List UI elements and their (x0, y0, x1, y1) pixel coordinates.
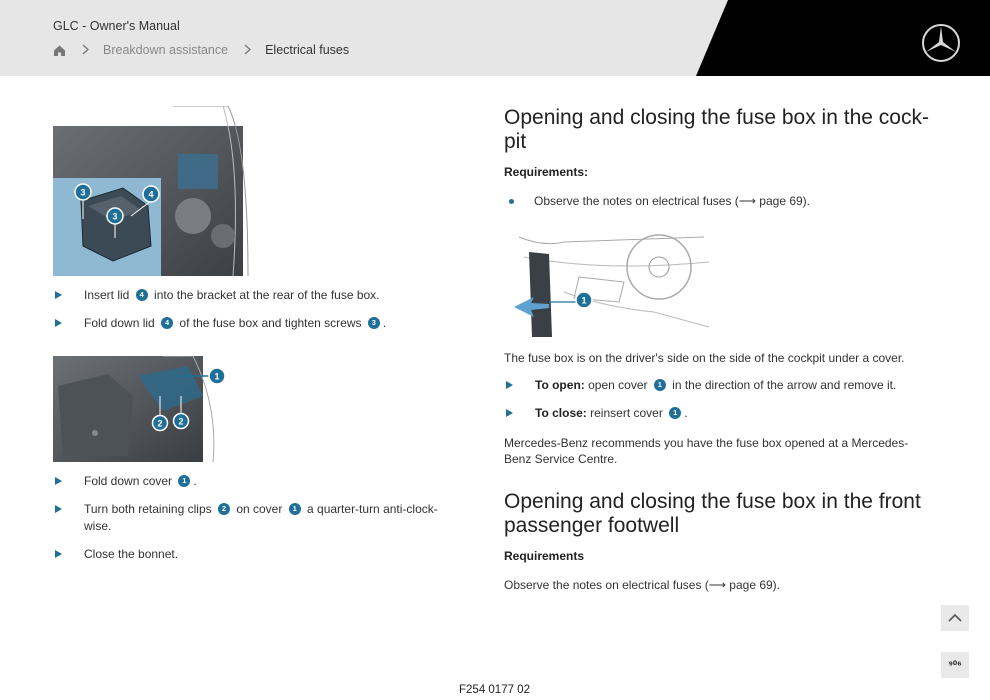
step-turn-retaining-clips: Turn both retaining clips 2 on cover 1 a quarter-turn anti-clock- wise. (84, 501, 444, 535)
bullet-icon (509, 199, 514, 204)
callout-3 (107, 208, 123, 224)
manual-title: GLC - Owner's Manual (53, 19, 180, 33)
requirements-label: Requirements: (504, 165, 589, 179)
callout-1: 1 (178, 475, 190, 487)
breadcrumb (53, 42, 349, 58)
service-recommendation-text: Mercedes-Benz recommends you have the fuse box opened at a Mercedes- Benz Service Centre. (504, 436, 909, 466)
requirement-bullet: Observe the notes on electrical fuses (⟶ page 69). (534, 193, 934, 209)
cockpit-fuse-box-illustration (504, 232, 714, 342)
figure-code: F254 0177 02 (459, 684, 530, 696)
engine-cover-illustration (53, 356, 233, 464)
requirement-note: Observe the notes on electrical fuses (⟶ page 69). (504, 578, 781, 592)
section-title-passenger-footwell: Opening and closing the fuse box in the front passenger footwell (504, 490, 921, 537)
step-fold-down-lid: Fold down lid 4 of the fuse box and tighten screws 3 . (84, 315, 444, 332)
chevron-right-icon (244, 43, 251, 58)
svg-text:3: 3 (112, 211, 118, 222)
step-arrow-icon (506, 409, 513, 417)
page-header (0, 0, 990, 76)
step-to-close: To close: reinsert cover 1 . (535, 405, 935, 422)
callout-2 (153, 416, 168, 431)
callout-4: 4 (136, 289, 148, 301)
callout-1: 1 (654, 379, 666, 391)
svg-text:1: 1 (214, 371, 220, 382)
bottom-corner-button[interactable]: ⁹⁰⁶ (941, 652, 969, 678)
callout-1: 1 (289, 503, 301, 515)
fuse-box-location-text: The fuse box is on the driver's side on the side of the cockpit under a cover. (504, 351, 905, 365)
requirements-label: Requirements (504, 549, 585, 563)
callout-4 (143, 186, 159, 202)
chevron-up-icon (948, 609, 962, 627)
callout-1 (209, 368, 225, 384)
home-icon[interactable] (53, 44, 66, 57)
chevron-right-icon (82, 43, 89, 58)
section-title-cockpit: Opening and closing the fuse box in the cock- pit (504, 106, 929, 153)
engine-bay-fuse-box-illustration (53, 106, 253, 278)
step-arrow-icon (55, 550, 62, 558)
callout-1: 1 (669, 407, 681, 419)
step-arrow-icon (55, 291, 62, 299)
svg-text:4: 4 (148, 189, 154, 200)
svg-text:2: 2 (157, 418, 163, 429)
breadcrumb-item-electrical-fuses: Electrical fuses (265, 43, 350, 57)
callout-3 (75, 184, 91, 200)
callout-2 (174, 414, 189, 429)
svg-text:3: 3 (80, 187, 86, 198)
mercedes-star-icon[interactable] (920, 22, 962, 64)
breadcrumb-item-breakdown-assistance[interactable]: Breakdown assistance (103, 43, 229, 57)
callout-4: 4 (161, 317, 173, 329)
step-arrow-icon (55, 505, 62, 513)
step-fold-down-cover: Fold down cover 1 . (84, 473, 444, 490)
svg-text:2: 2 (178, 416, 184, 427)
step-insert-lid: Insert lid 4 into the bracket at the rear of the fuse box. (84, 287, 444, 304)
scroll-to-top-button[interactable] (941, 605, 969, 631)
step-arrow-icon (506, 381, 513, 389)
step-arrow-icon (55, 319, 62, 327)
callout-1 (576, 292, 592, 308)
svg-text:1: 1 (581, 295, 587, 306)
callout-2: 2 (218, 503, 230, 515)
step-arrow-icon (55, 477, 62, 485)
step-close-bonnet: Close the bonnet. (84, 546, 444, 563)
callout-3: 3 (368, 317, 380, 329)
step-to-open: To open: open cover 1 in the direction of the arrow and remove it. (535, 377, 935, 394)
